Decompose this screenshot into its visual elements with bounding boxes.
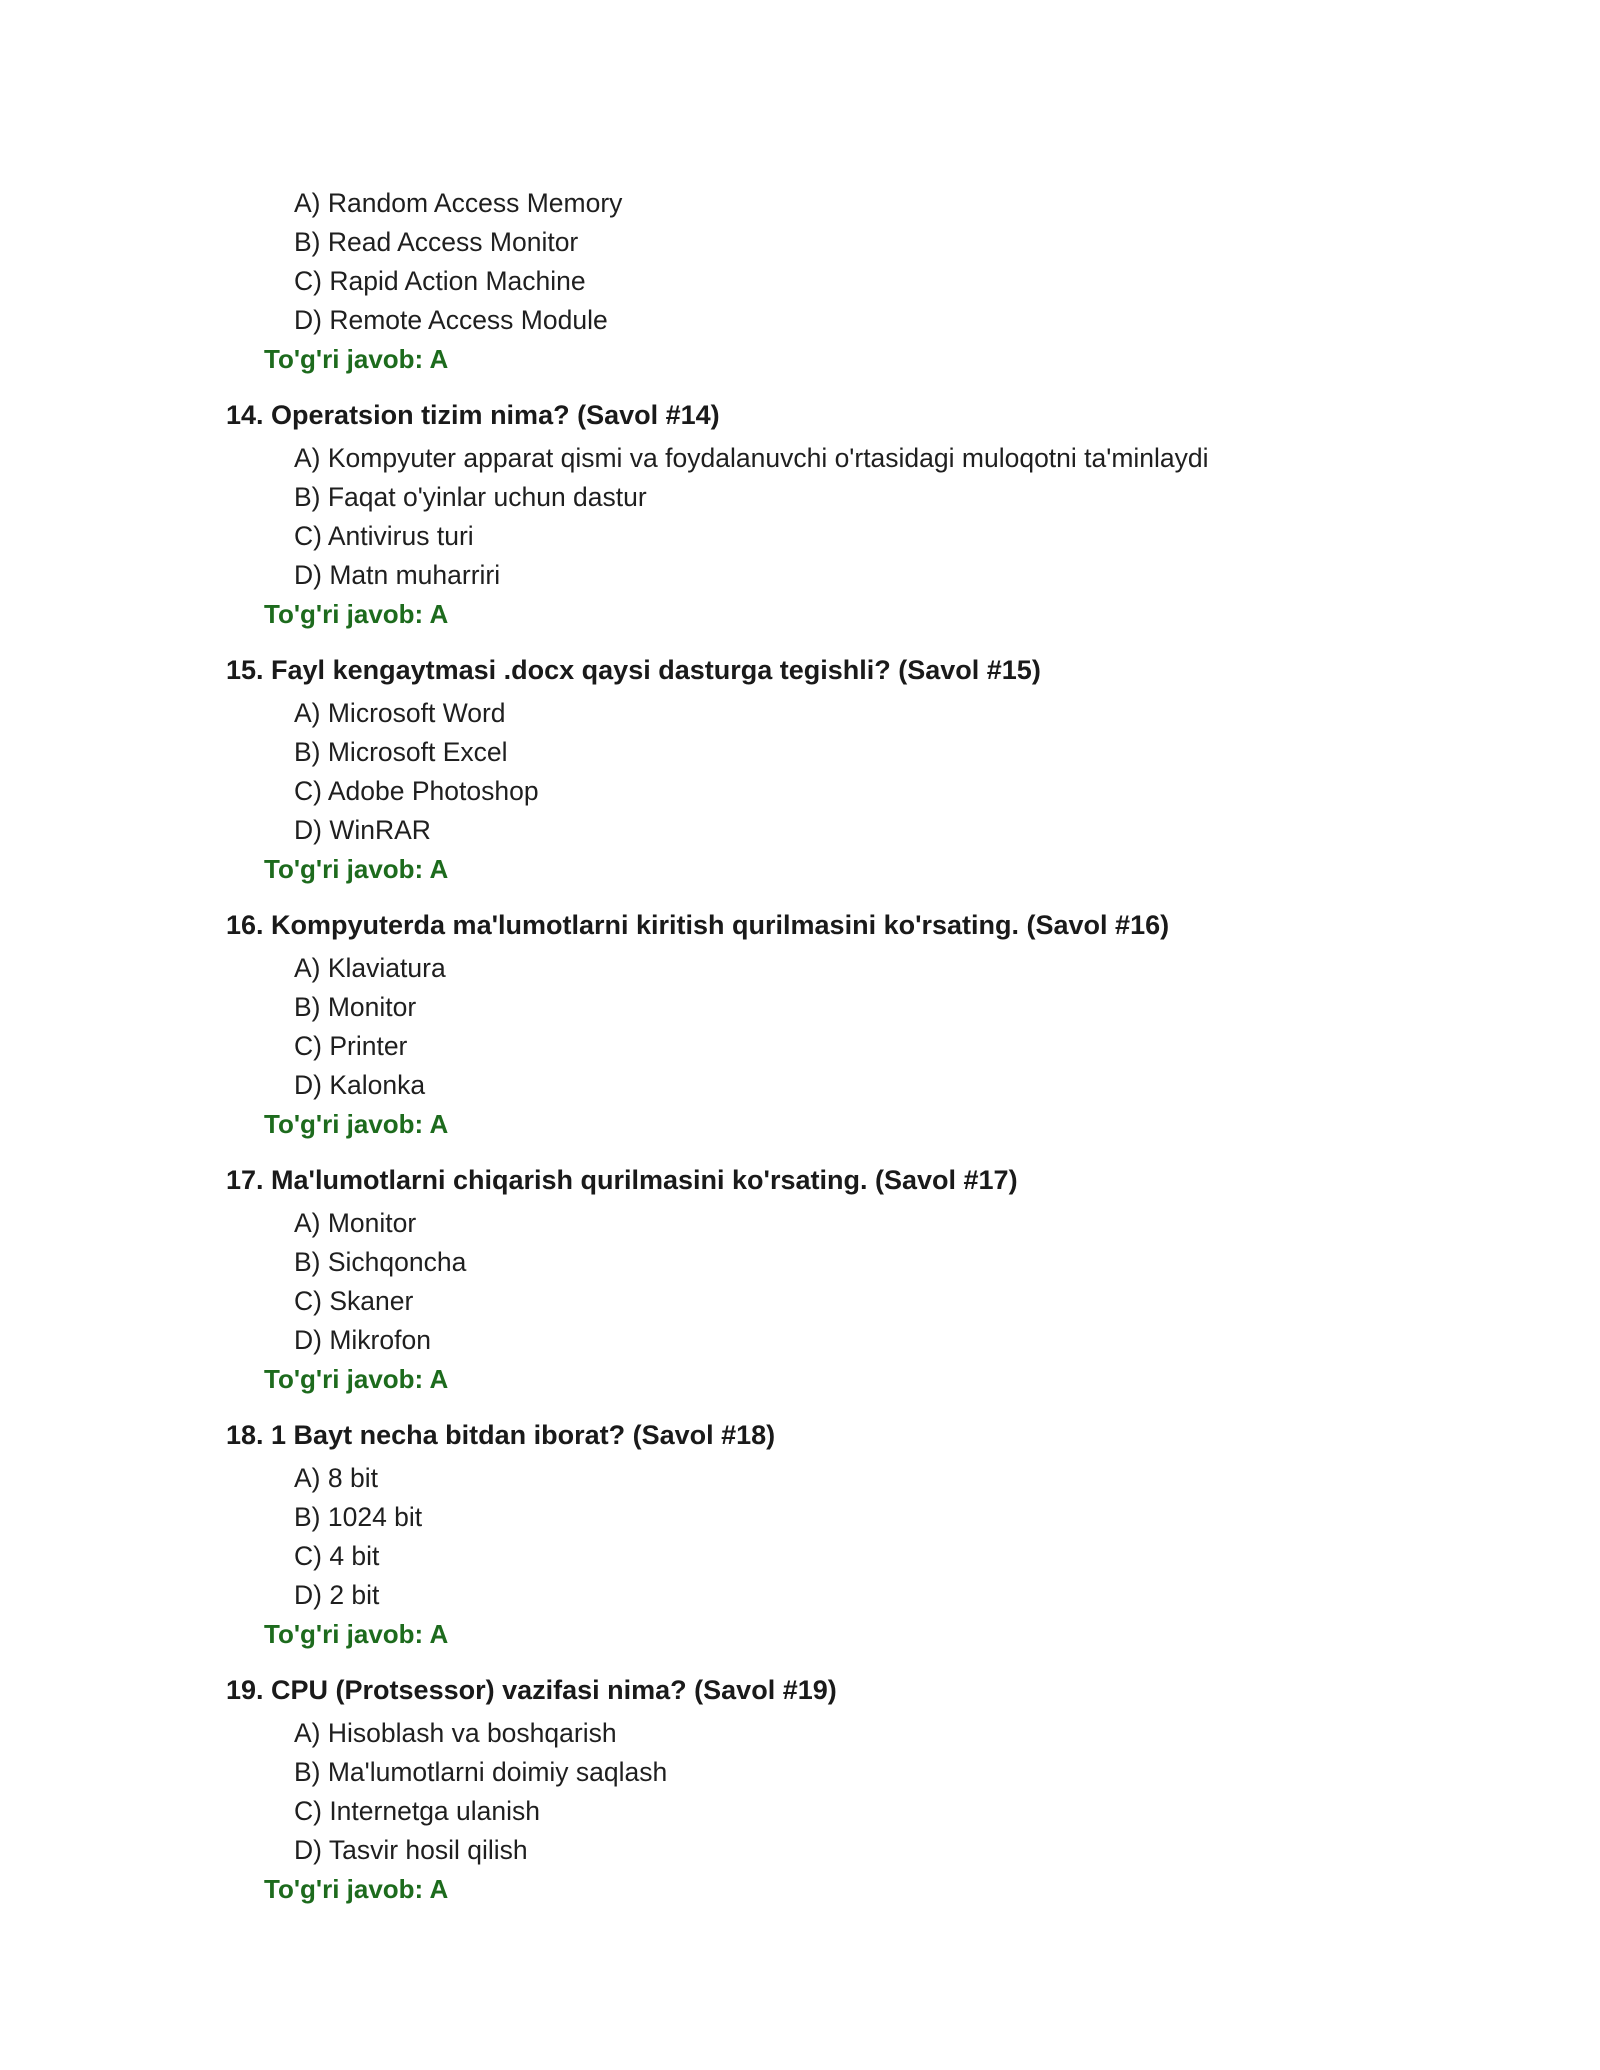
option-c: C) 4 bit xyxy=(294,1541,380,1571)
option-d: D) Remote Access Module xyxy=(294,305,608,335)
option-d: D) Kalonka xyxy=(294,1070,426,1100)
question-title: 14. Operatsion tizim nima? (Savol #14) xyxy=(226,400,720,430)
option-c: C) Skaner xyxy=(294,1286,414,1316)
question-block-15 xyxy=(226,652,1426,889)
question-block-14 xyxy=(226,397,1426,634)
option-b: B) Microsoft Excel xyxy=(294,737,508,767)
option-d: D) WinRAR xyxy=(294,815,431,845)
option-a: A) Kompyuter apparat qismi va foydalanuvchi o'rtasidagi muloqotni ta'minlaydi xyxy=(294,443,1209,473)
question-block-13-continued xyxy=(226,184,1426,379)
options-list xyxy=(226,694,1426,850)
option-c: C) Internetga ulanish xyxy=(294,1796,541,1826)
option-a: A) Microsoft Word xyxy=(294,698,506,728)
options-list xyxy=(226,439,1426,595)
quiz-content xyxy=(226,184,1426,1909)
option-d: D) Tasvir hosil qilish xyxy=(294,1835,528,1865)
option-c: C) Adobe Photoshop xyxy=(294,776,539,806)
question-title: 17. Ma'lumotlarni chiqarish qurilmasini ko'rsating. (Savol #17) xyxy=(226,1165,1018,1195)
option-b: B) Sichqoncha xyxy=(294,1247,467,1277)
option-d: D) 2 bit xyxy=(294,1580,380,1610)
options-list xyxy=(226,949,1426,1105)
option-a: A) 8 bit xyxy=(294,1463,378,1493)
correct-answer: To'g'ri javob: A xyxy=(264,1874,449,1904)
options-list xyxy=(226,1459,1426,1615)
option-b: B) Monitor xyxy=(294,992,417,1022)
correct-answer: To'g'ri javob: A xyxy=(264,1109,449,1139)
options-list xyxy=(226,184,1426,340)
question-title: 15. Fayl kengaytmasi .docx qaysi dasturga tegishli? (Savol #15) xyxy=(226,655,1041,685)
option-b: B) Faqat o'yinlar uchun dastur xyxy=(294,482,647,512)
options-list xyxy=(226,1714,1426,1870)
options-list xyxy=(226,1204,1426,1360)
option-d: D) Mikrofon xyxy=(294,1325,431,1355)
question-title: 19. CPU (Protsessor) vazifasi nima? (Savol #19) xyxy=(226,1675,837,1705)
question-block-19 xyxy=(226,1672,1426,1909)
option-a: A) Monitor xyxy=(294,1208,417,1238)
correct-answer: To'g'ri javob: A xyxy=(264,344,449,374)
option-b: B) 1024 bit xyxy=(294,1502,423,1532)
option-c: C) Rapid Action Machine xyxy=(294,266,586,296)
question-block-17 xyxy=(226,1162,1426,1399)
option-d: D) Matn muharriri xyxy=(294,560,501,590)
question-title: 16. Kompyuterda ma'lumotlarni kiritish qurilmasini ko'rsating. (Savol #16) xyxy=(226,910,1170,940)
option-b: B) Read Access Monitor xyxy=(294,227,579,257)
option-c: C) Printer xyxy=(294,1031,408,1061)
correct-answer: To'g'ri javob: A xyxy=(264,1364,449,1394)
question-block-16 xyxy=(226,907,1426,1144)
option-b: B) Ma'lumotlarni doimiy saqlash xyxy=(294,1757,668,1787)
question-title: 18. 1 Bayt necha bitdan iborat? (Savol #18) xyxy=(226,1420,776,1450)
question-block-18 xyxy=(226,1417,1426,1654)
correct-answer: To'g'ri javob: A xyxy=(264,599,449,629)
option-a: A) Random Access Memory xyxy=(294,188,623,218)
option-a: A) Klaviatura xyxy=(294,953,446,983)
correct-answer: To'g'ri javob: A xyxy=(264,1619,449,1649)
option-a: A) Hisoblash va boshqarish xyxy=(294,1718,617,1748)
option-c: C) Antivirus turi xyxy=(294,521,474,551)
correct-answer: To'g'ri javob: A xyxy=(264,854,449,884)
